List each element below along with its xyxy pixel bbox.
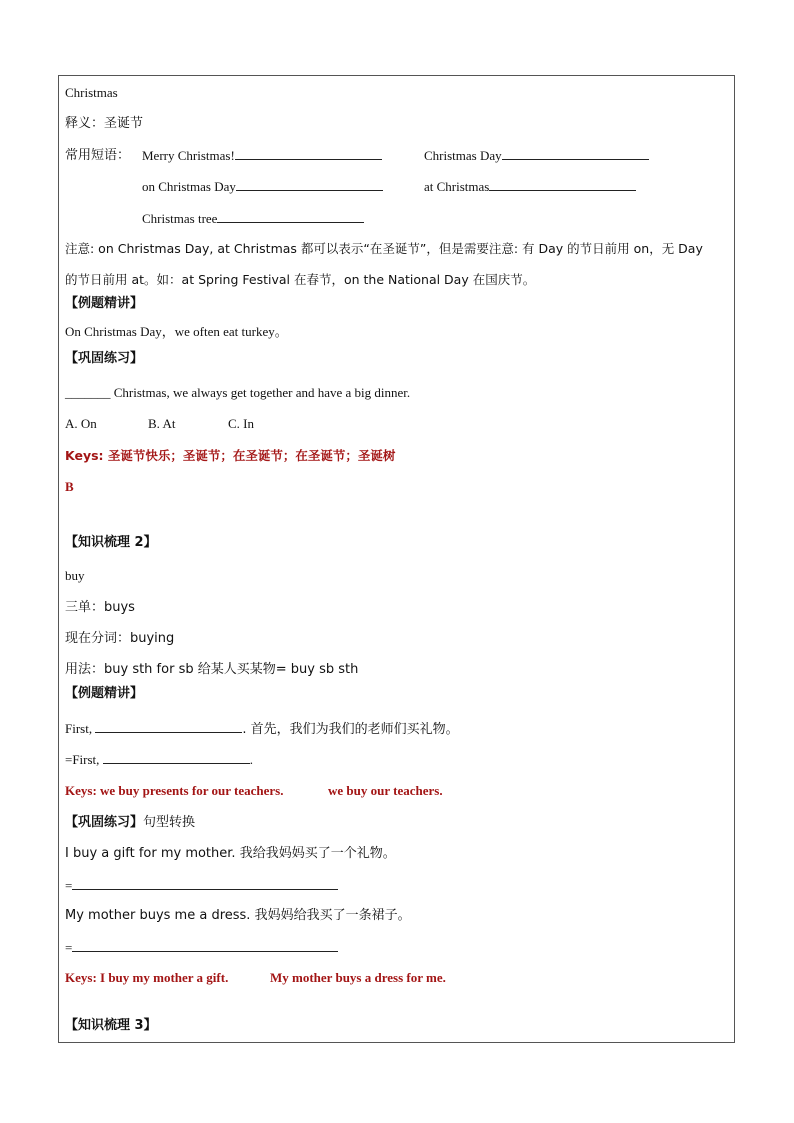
keys-line-3a: Keys: I buy my mother a gift.	[65, 970, 229, 985]
answer-blank	[502, 147, 649, 160]
word-title: Christmas	[65, 85, 118, 100]
third-person-form: 三单：buys	[65, 600, 135, 615]
phrase-christmas-day: Christmas Day	[424, 147, 649, 164]
answer-blank	[489, 178, 636, 191]
option-a: A. On	[65, 416, 97, 431]
answer-blank	[235, 147, 382, 160]
phrase-on-christmas-day: on Christmas Day	[142, 178, 383, 195]
section-2-header: 【知识梳理 2】	[65, 535, 157, 550]
practice-header: 【巩固练习】	[65, 351, 144, 366]
phrases-label: 常用短语：	[65, 148, 131, 163]
transform-sentence-1: I buy a gift for my mother. 我给我妈妈买了一个礼物。	[65, 846, 396, 861]
keys-line-2a: Keys: we buy presents for our teachers.	[65, 783, 284, 798]
word-meaning: 释义：圣诞节	[65, 116, 144, 131]
answer-blank	[72, 877, 338, 890]
example-header-2: 【例题精讲】	[65, 686, 144, 701]
practice-header-2-row	[65, 814, 195, 831]
transform-answer-2: =	[65, 939, 338, 956]
option-c: C. In	[228, 416, 254, 431]
word-buy: buy	[65, 568, 85, 583]
example-header: 【例题精讲】	[65, 296, 144, 311]
note-line-1: 注意: on Christmas Day, at Christmas 都可以表示“在圣诞节”，但是需要注意: 有 Day 的节日前用 on，无 Day	[65, 241, 703, 256]
answer-blank	[236, 178, 383, 191]
phrases-row-1	[65, 147, 130, 164]
answer-blank	[95, 720, 242, 733]
example-question-2: =First, .	[65, 752, 253, 767]
transform-answer-1: =	[65, 877, 338, 894]
practice-question: _______ Christmas, we always get together and have a big dinner.	[65, 385, 411, 400]
phrase-merry-christmas: Merry Christmas!	[142, 147, 382, 164]
practice-header-2: 【巩固练习】	[65, 815, 144, 830]
practice-label: 句型转换	[143, 815, 196, 830]
note-line-2: 的节日前用 at。如：at Spring Festival 在春节，on the National Day 在国庆节。	[65, 272, 536, 287]
keys-line-2b: we buy our teachers.	[328, 783, 443, 798]
example-question-1: First, . 首先，我们为我们的老师们买礼物。	[65, 721, 459, 737]
usage-line: 用法：buy sth for sb 给某人买某物= buy sb sth	[65, 662, 359, 677]
answer-blank	[103, 751, 250, 764]
transform-sentence-2: My mother buys me a dress. 我妈妈给我买了一条裙子。	[65, 908, 411, 923]
phrase-christmas-tree: Christmas tree	[142, 210, 364, 227]
present-participle-form: 现在分词：buying	[65, 631, 175, 646]
phrase-at-christmas: at Christmas	[424, 178, 636, 195]
section-3-header: 【知识梳理 3】	[65, 1018, 157, 1033]
option-b: B. At	[148, 416, 176, 431]
answer-blank	[217, 210, 364, 223]
keys-line: Keys: 圣诞节快乐；圣诞节；在圣诞节；在圣诞节；圣诞树	[65, 448, 396, 463]
example-sentence: On Christmas Day，we often eat turkey。	[65, 324, 288, 339]
answer-key: B	[65, 479, 74, 494]
keys-line-3b: My mother buys a dress for me.	[270, 970, 446, 985]
answer-blank	[72, 939, 338, 952]
